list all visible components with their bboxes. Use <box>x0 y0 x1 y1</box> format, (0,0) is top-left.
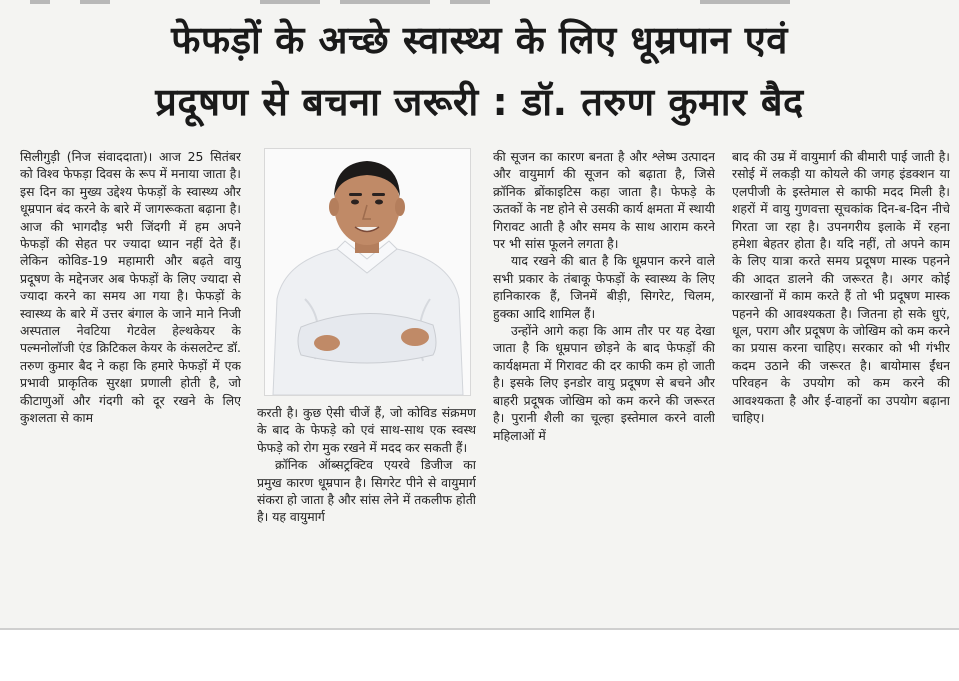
column-2-paragraph-1: करती है। कुछ ऐसी चीजें हैं, जो कोविड संक्रमण के बाद के फेफड़े को एवं साथ-साथ एक स्वस्थ फेफड़े को रोग मुक रखने में मदद कर सकती हैं। <box>257 405 476 455</box>
headline-line-1: फेफड़ों के अच्छे स्वास्थ्य के लिए धूम्रपान एवं <box>171 18 788 62</box>
cropped-text-strip <box>0 0 959 12</box>
portrait-illustration <box>265 149 470 395</box>
column-3-paragraph-1: की सूजन का कारण बनता है और श्लेष्म उत्पादन और वायुमार्ग की सूजन को बढ़ाता है, जिसे क्रॉनिक ब्रोंकाइटिस कहा जाता है। फेफड़े के ऊतकों के नष्ट होने से उसकी कार्य क्षमता में स्थायी गिरावट आती है और समय के साथ आराम करने पर भी सांस फूलने लगता है। <box>493 149 715 252</box>
article-column-2 <box>257 404 476 624</box>
column-3-paragraph-2: याद रखने की बात है कि धूम्रपान करने वाले सभी प्रकार के तंबाकू फेफड़ों के स्वास्थ्य के लिए हानिकारक हैं, जिनमें बीड़ी, सिगरेट, चिलम, हुक्का आदि शामिल हैं। <box>493 253 715 321</box>
column-1-paragraph-1: सिलीगुड़ी (निज संवाददाता)। आज 25 सितंबर को विश्व फेफड़ा दिवस के रूप में मनाया जाता है। इस दिन का मुख्य उद्देश्य फेफड़ों के स्वास्थ्य और धूम्रपान बंद करने के बारे में जागरूकता बढ़ाना है। आज की भागदौड़ भरी जिंदगी में हम अपने फेफड़ों की सेहत पर ज्यादा ध्यान नहीं देते हैं। लेकिन कोविड-19 महामारी और बढ़ते वायु प्रदूषण के मद्देनजर अब फेफड़ों के लिए ज्यादा से ज्यादा करने का समय आ गया है। फेफड़ों के स्वास्थ्य के बारे में उत्तर बंगाल के जाने माने निजी अस्पताल नेवटिया गेटवेल हेल्थकेयर के पल्मनोलॉजी एंड क्रिटिकल केयर के कंसलटेन्ट डॉ. तरुण कुमार बैद ने कहा कि हमारे फेफड़ों में एक प्रभावी प्राकृतिक सुरक्षा प्रणाली होती है, जो कीटाणुओं और गंदगी को दूर रखने के लिए कुशलता से काम <box>20 149 241 426</box>
right-hand <box>314 335 340 351</box>
doctor-photo <box>264 148 471 396</box>
column-3-paragraph-3: उन्होंने आगे कहा कि आम तौर पर यह देखा जाता है कि धूम्रपान छोड़ने के बाद फेफड़ों की कार्यक्षमता में गिरावट की दर काफी कम हो जाती है। इसके लिए इनडोर वायु प्रदूषण से बचने और बाहरी प्रदूषक जोखिम को कम करने की जरूरत है। पुरानी शैली का चूल्हा इस्तेमाल करने वाली महिलाओं में <box>493 323 715 443</box>
column-4-paragraph-1: बाद की उम्र में वायुमार्ग की बीमारी पाई जाती है। रसोई में लकड़ी या कोयले की जगह इंडक्शन या एलपीजी के इस्तेमाल से काफी मदद मिली है। शहरों में वायु गुणवत्ता सूचकांक दिन-ब-दिन नीचे गिरता जा रहा है। उपनगरीय इलाके में रहना हमेशा बेहतर होता है। यदि नहीं, तो अपने काम के लिए यात्रा करते समय प्रदूषण मास्क पहनने की आदत डालने की जरूरत है। अगर कोई कारखानों में काम करते हैं तो भी प्रदूषण मास्क पहनने की आवश्यकता है। जितना हो सके धुएं, धूल, पराग और प्रदूषण के जोखिम को कम करने का प्रयास करना चाहिए। सरकार को भी गंभीर कदम उठाने की जरूरत है। बायोमास ईंधन परिवहन के उपयोग को कम करने की आवश्यकता है और ई-वाहनों का उपयोग बढ़ाना चाहिए। <box>732 149 950 426</box>
headline-line-2: प्रदूषण से बचना जरूरी : डॉ. तरुण कुमार बैद <box>155 80 804 124</box>
previous-page-strip <box>0 0 959 12</box>
column-2-paragraph-2: क्रॉनिक ऑब्सट्रक्टिव एयरवे डिजीज का प्रमुख कारण धूम्रपान है। सिगरेट पीने से वायुमार्ग संकरा हो जाता है और सांस लेने में तकलीफ होती है। यह वायुमार्ग <box>257 457 476 525</box>
article-column-4 <box>732 148 950 624</box>
left-hand <box>401 328 429 346</box>
article-column-1 <box>20 148 241 624</box>
bottom-edge-rule <box>0 628 959 630</box>
article-column-3 <box>493 148 715 624</box>
